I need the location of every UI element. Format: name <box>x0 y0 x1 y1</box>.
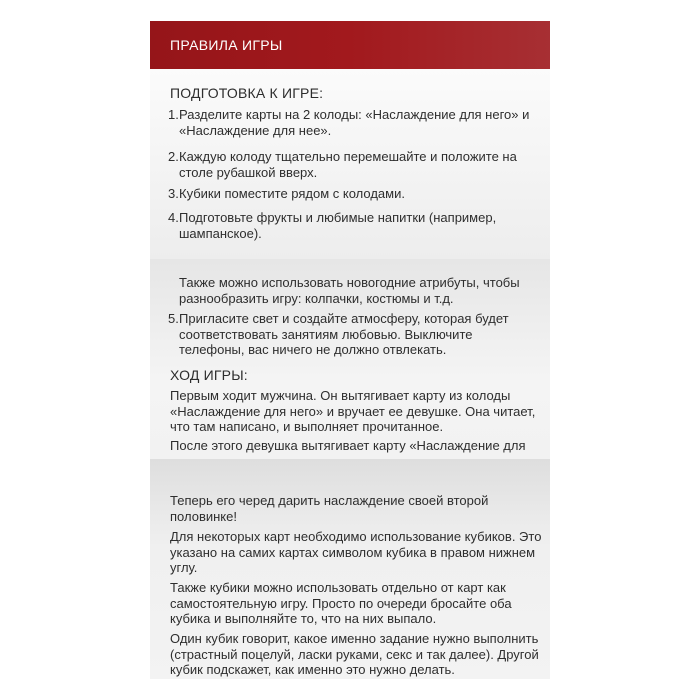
gameplay-paragraph-5: Также кубики можно использовать отдельно от карт как самостоятельную игру. Просто по очереди бросайте оба кубика и выполняйте то, что на них выпало. <box>170 580 512 626</box>
preparation-section-top <box>150 69 550 259</box>
prep-step-5 <box>168 311 540 358</box>
rules-title: ПРАВИЛА ИГРЫ <box>170 37 283 53</box>
preparation-section-bottom <box>150 259 550 459</box>
rules-header <box>150 21 550 69</box>
step-text: Разделите карты на 2 колоды: «Наслаждение для него» и «Наслаждение для нее». <box>179 107 530 138</box>
step-text: Пригласите свет и создайте атмосферу, которая будет соответствовать занятиям любовью. Выключите телефоны, вас ничего не должно отвлекать. <box>179 311 509 357</box>
step-number: 1. <box>168 107 179 122</box>
step-number: 5. <box>168 311 179 326</box>
step-text: Каждую колоду тщательно перемешайте и положите на столе рубашкой вверх. <box>179 149 517 180</box>
step-number: 3. <box>168 186 179 201</box>
gameplay-paragraph-1: Первым ходит мужчина. Он вытягивает карту из колоды «Наслаждение для него» и вручает ее девушке. Она читает, что там написано, и выполняет прочитанное. <box>170 388 536 434</box>
prep-step-2 <box>168 149 540 180</box>
gameplay-heading: ХОД ИГРЫ: <box>170 367 248 383</box>
rules-card <box>150 21 550 679</box>
prep-step-4 <box>168 210 540 241</box>
step-number: 4. <box>168 210 179 225</box>
step-text: Подготовьте фрукты и любимые напитки (например, шампанское). <box>179 210 497 241</box>
gameplay-section-bottom <box>150 459 550 679</box>
gameplay-paragraph-4: Для некоторых карт необходимо использование кубиков. Это указано на самих картах символом кубика в правом нижнем углу. <box>170 529 542 575</box>
prep-step-1 <box>168 107 540 138</box>
gameplay-paragraph-2: После этого девушка вытягивает карту «Наслаждение для <box>170 438 526 453</box>
step-number: 2. <box>168 149 179 164</box>
prep-step-3 <box>168 186 540 202</box>
prep-extra-note: Также можно использовать новогодние атрибуты, чтобы разнообразить игру: колпачки, костюмы и т.д. <box>179 275 520 306</box>
step-text: Кубики поместите рядом с колодами. <box>179 186 405 201</box>
gameplay-paragraph-6: Один кубик говорит, какое именно задание нужно выполнить (страстный поцелуй, ласки руками, секс и так далее). Другой кубик подскажет, как именно это нужно делать. <box>170 631 539 677</box>
preparation-heading: ПОДГОТОВКА К ИГРЕ: <box>170 85 324 101</box>
gameplay-paragraph-3: Теперь его черед дарить наслаждение своей второй половинке! <box>170 493 489 524</box>
